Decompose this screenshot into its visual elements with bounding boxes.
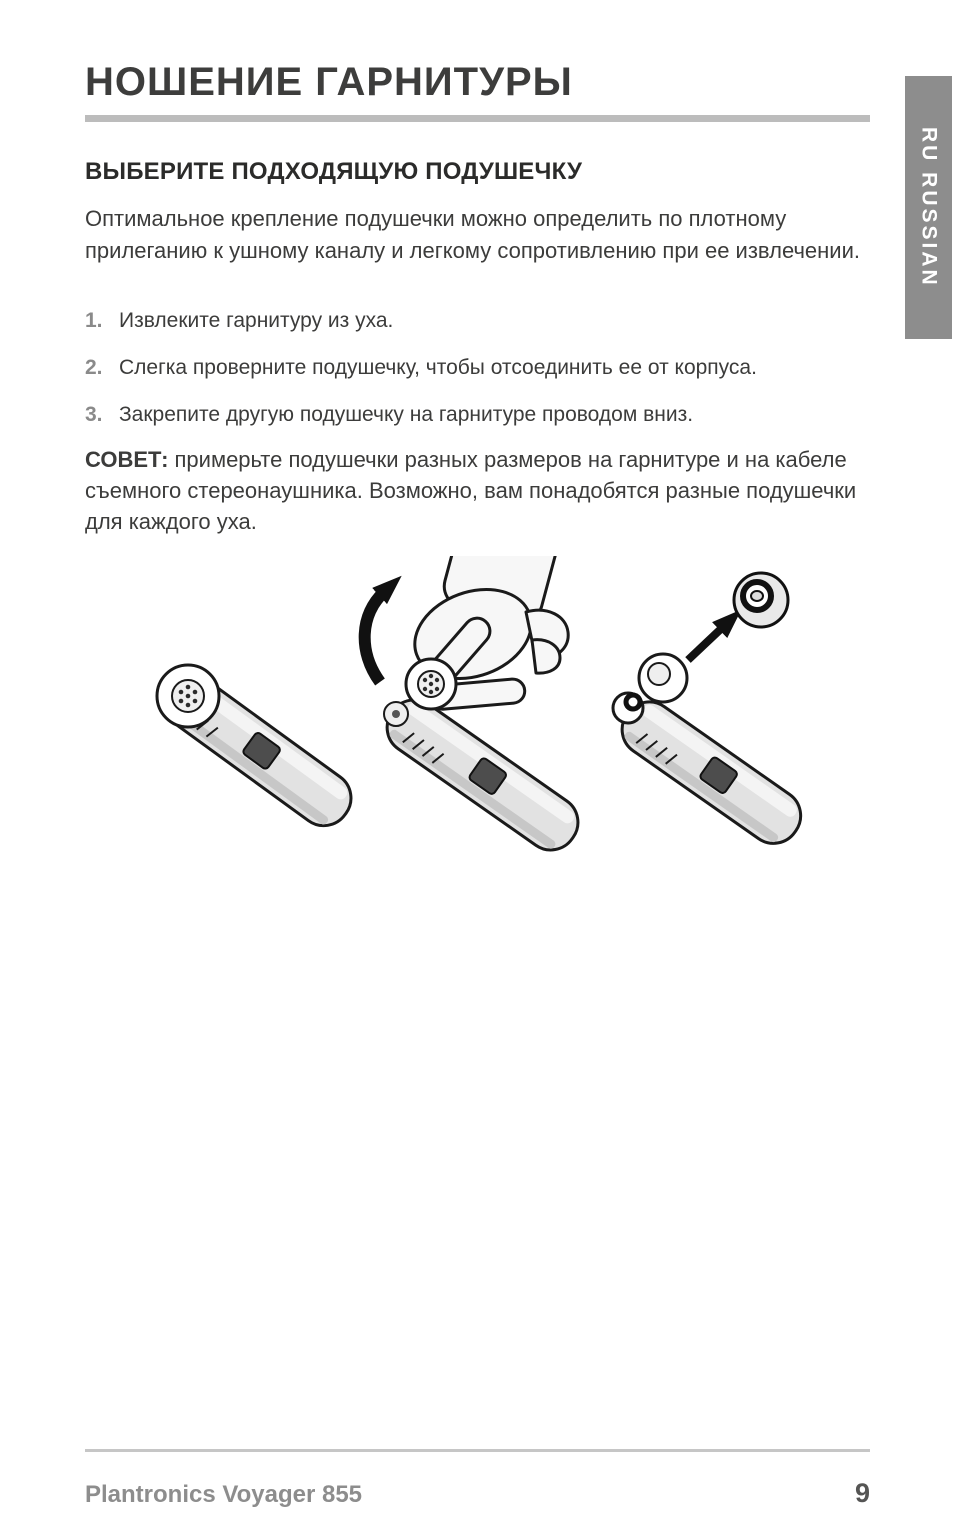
footer-page-number: 9 bbox=[854, 1478, 870, 1508]
remove-arrow bbox=[688, 626, 724, 660]
tip-paragraph bbox=[85, 444, 881, 538]
headset-middle bbox=[365, 556, 588, 860]
step-text: Закрепите другую подушечку на гарнитуре проводом вниз. bbox=[119, 403, 694, 426]
step-item bbox=[85, 353, 877, 383]
headset-right bbox=[612, 573, 811, 854]
footer-rule bbox=[85, 1449, 870, 1452]
tip-label: СОВЕТ: bbox=[85, 447, 169, 472]
step-item bbox=[85, 306, 877, 336]
headset-left bbox=[152, 663, 362, 836]
speaker-post bbox=[626, 695, 640, 709]
intro-paragraph: Оптимальное крепление подушечки можно определить по плотному прилеганию к ушному каналу и легкому сопротивлению при ее извлечении. bbox=[85, 206, 860, 263]
rotate-arrow bbox=[365, 592, 384, 682]
loose-eartip bbox=[734, 573, 788, 627]
step-item bbox=[85, 400, 877, 430]
footer bbox=[85, 1478, 870, 1509]
headset-eartip-illustration bbox=[128, 556, 823, 866]
step-number: 3. bbox=[85, 403, 103, 426]
steps-list bbox=[85, 306, 877, 447]
step-number: 2. bbox=[85, 356, 103, 379]
tip-text: примерьте подушечки разных размеров на гарнитуре и на кабеле съемного стереонаушника. Возможно, вам понадобятся разные подушечки для каждого уха. bbox=[85, 447, 857, 535]
footer-product-name: Plantronics Voyager 855 bbox=[85, 1481, 363, 1508]
page-title: НОШЕНИЕ ГАРНИТУРЫ bbox=[85, 60, 573, 104]
title-rule bbox=[85, 115, 870, 122]
section-heading: ВЫБЕРИТЕ ПОДХОДЯЩУЮ ПОДУШЕЧКУ bbox=[85, 158, 583, 185]
language-tab bbox=[905, 76, 952, 339]
language-tab-label: RU RUSSIAN bbox=[917, 127, 941, 288]
step-text: Слегка проверните подушечку, чтобы отсоединить ее от корпуса. bbox=[119, 356, 757, 379]
step-number: 1. bbox=[85, 309, 103, 332]
step-text: Извлеките гарнитуру из уха. bbox=[119, 309, 394, 332]
